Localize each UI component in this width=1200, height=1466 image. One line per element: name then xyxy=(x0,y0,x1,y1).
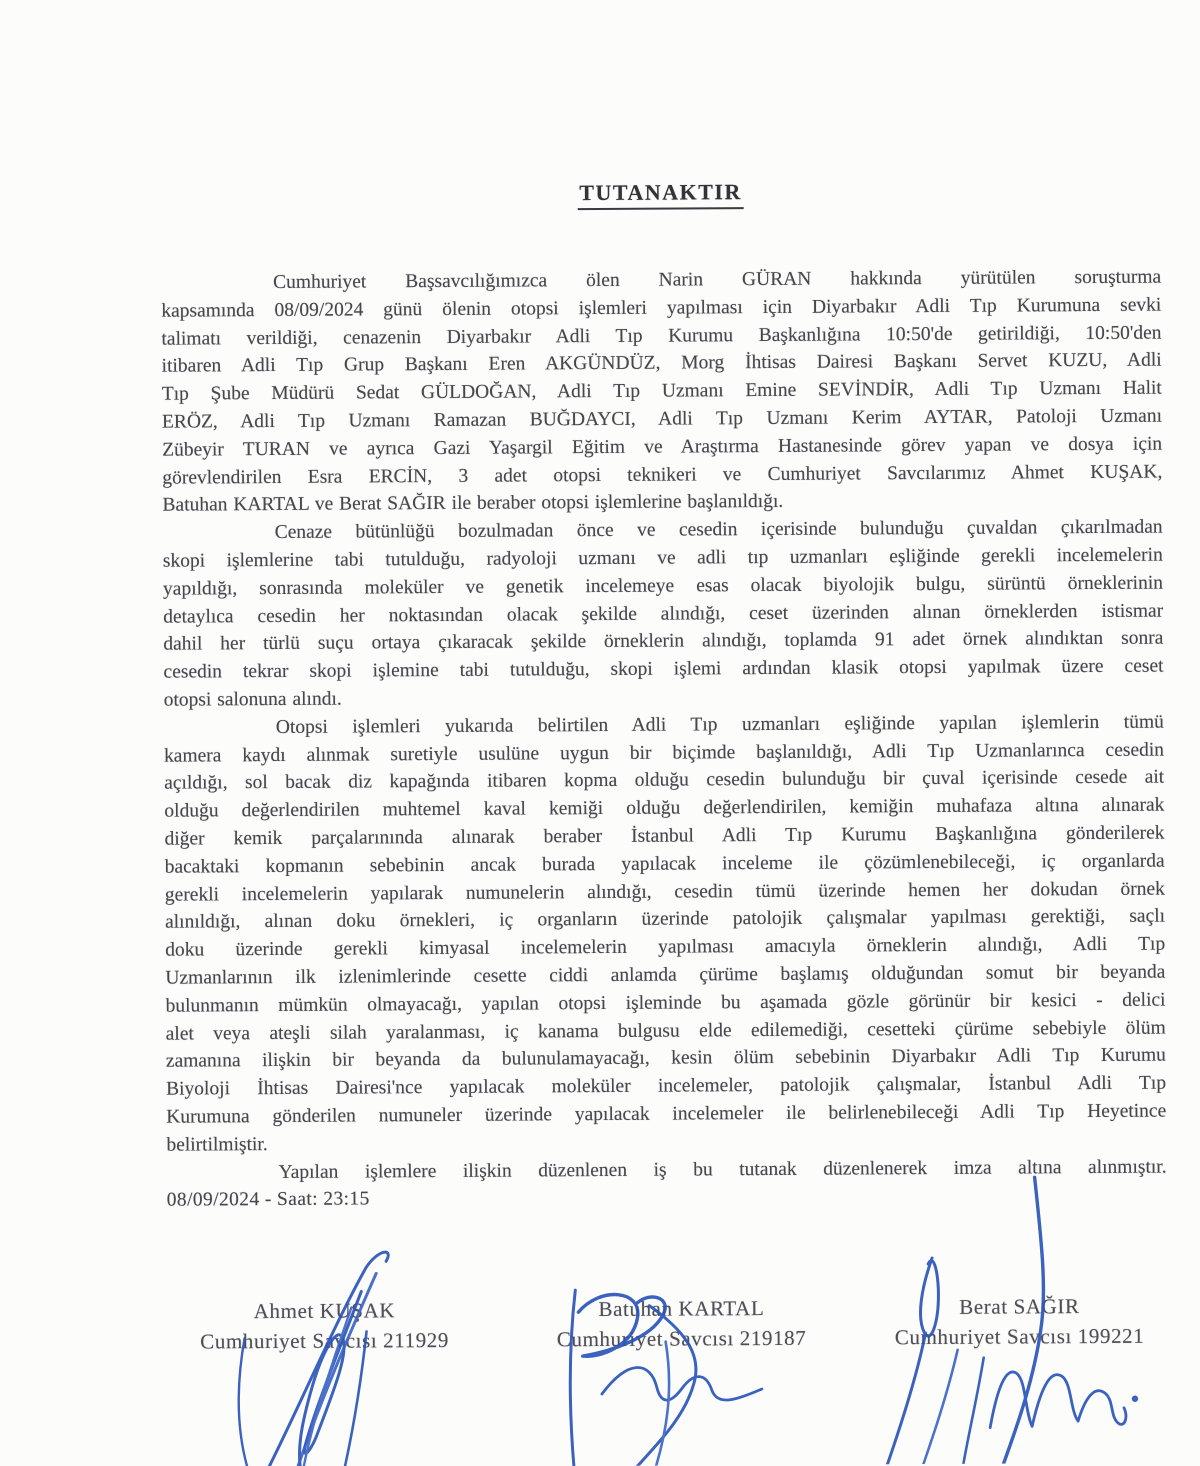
signatory-block-ahmet-kusak xyxy=(169,1295,479,1357)
paragraph-line: kamera kaydı alınmak suretiyle usulüne uygun bir biçimde başlanıldığı, Adli Tıp Uzmanlarınca cesedin xyxy=(163,739,1165,767)
paragraph-line: detaylıca cesedin her noktasından olacak şekilde alındığı, ceset üzerinden alınan örneklerden istismar xyxy=(163,600,1164,628)
document-body xyxy=(161,264,1167,1215)
paragraph-line: zamanına ilişkin bir beyanda da bulunulamayacağı, kesin ölüm sebebinin Diyarbakır Adli Tıp Kurumu xyxy=(165,1044,1166,1072)
paragraph-line: skopi işlemlerine tabi tutulduğu, radyoloji uzmanı ve adli tıp uzmanları eşliğinde gerekli incelemelerin xyxy=(162,544,1163,572)
paragraph xyxy=(161,264,1163,520)
paragraph-line: Cumhuriyet Başsavcılığımızca ölen Narin GÜRAN hakkında yürütülen soruşturma xyxy=(273,266,1162,293)
signatory-name: Berat SAĞIR xyxy=(959,1294,1080,1319)
date-time-line: 08/09/2024 - Saat: 23:15 xyxy=(166,1188,370,1211)
paragraph-line: açıldığı, sol bacak diz kapağında itibaren kopma olduğu cesedin bulunduğu bir çuval içerisinde cesede ait xyxy=(164,766,1165,795)
signature-blocks xyxy=(4,1290,1200,1377)
paragraph-line: diğer kemik parçalarınında alınarak beraber İstanbul Adli Tıp Kurumu Başkanlığına gönderilerek xyxy=(164,822,1165,850)
paragraph-line: alet veya ateşli silah yaralanması, iç kanama bulgusu elde edilemediği, cesetteki çürüme sebebiyle ölüm xyxy=(165,1017,1166,1045)
paragraph-line: alınıldığı, alınan doku örnekleri, iç organların üzerinde patolojik çalışmalar yapılması gerektiği, saçlı xyxy=(164,905,1166,933)
paragraph-line: bulunmanın mümkün olmayacağı, yapılan otopsi işleminde bu aşamada gözle görünür bir kesici - delici xyxy=(165,989,1166,1017)
signatory-title: Cumhuriyet Savcısı 219187 xyxy=(556,1325,807,1352)
paragraph-line: görevlendirilen Esra ERCİN, 3 adet otopsi teknikeri ve Cumhuriyet Savcılarımız Ahmet KUŞAK, xyxy=(162,461,1163,489)
paragraph-line: Otopsi işlemleri yukarıda belirtilen Adli Tıp uzmanları eşliğinde yapılan işlemlerin tümü xyxy=(275,711,1164,738)
paragraph-line: belirtilmiştir. xyxy=(166,1133,268,1156)
paragraph-line: Uzmanlarının ilk izlenimlerinde cesette ciddi anlamda çürüme başlamış olduğundan somut bir beyanda xyxy=(165,961,1166,989)
signatory-title: Cumhuriyet Savcısı 199221 xyxy=(894,1323,1145,1350)
paragraph-line: otopsi salonuna alındı. xyxy=(163,688,342,711)
paragraph-line: Zübeyir TURAN ve ayrıca Gazi Yaşargil Eğitim ve Araştırma Hastanesinde görev yapan ve dosya için xyxy=(162,433,1163,461)
paragraph-line: Kurumuna gönderilen numuneler üzerinde yapılacak incelemeler ile belirlenebileceği Adli Tıp Heyetince xyxy=(166,1100,1167,1128)
paragraph-line: talimatı verildiği, cenazenin Diyarbakır Adli Tıp Kurumu Başkanlığına 10:50'de getirildiği, 10:50'den xyxy=(161,322,1162,350)
signatory-name: Ahmet KUŞAK xyxy=(253,1298,396,1324)
paragraph-line: doku üzerinde gerekli kimyasal incelemelerin yapılması amacıyla örneklerin alındığı, Adli Tıp xyxy=(165,933,1166,961)
paragraph-line: Tıp Şube Müdürü Sedat GÜLDOĞAN, Adli Tıp Uzmanı Emine SEVİNDİR, Adli Tıp Uzmanı Halit xyxy=(161,377,1162,405)
paragraph-line: ERÖZ, Adli Tıp Uzmanı Ramazan BUĞDAYCI, Adli Tıp Uzmanı Kerim AYTAR, Patoloji Uzmanı xyxy=(161,405,1163,433)
paragraph-line: dahil her türlü suçu ortaya çıkaracak şekilde örneklerin alındığı, toplamda 91 adet örnek alındıktan sonra xyxy=(163,627,1164,656)
paragraphs-container xyxy=(161,264,1167,1187)
paragraph xyxy=(163,514,1164,715)
signatory-title: Cumhuriyet Savcısı 211929 xyxy=(200,1327,450,1354)
paragraph-line: cesedin tekrar skopi işlemine tabi tutulduğu, skopi işlemi ardından klasik otopsi yapılmak üzere ceset xyxy=(163,655,1164,683)
paragraph-line: itibaren Adli Tıp Grup Başkanı Eren AKGÜNDÜZ, Morg İhtisas Dairesi Başkanı Servet KUZU, Adli xyxy=(161,349,1162,378)
paragraph-line: Cenaze bütünlüğü bozulmadan önce ve cesedin içerisinde bulunduğu çuvaldan çıkarılmadan xyxy=(274,516,1163,544)
signatory-name: Batuhan KARTAL xyxy=(598,1296,765,1322)
paragraph-line: bacaktaki kopmanın sebebinin ancak burada yapılacak inceleme ile çözümlenebileceği, iç organlarda xyxy=(164,850,1165,878)
paragraph-line: Biyoloji İhtisas Dairesi'nce yapılacak moleküler incelemeler, patolojik çalışmalar, İstanbul Adli Tıp xyxy=(165,1072,1167,1100)
paragraph-line: olduğu değerlendirilen muhtemel kaval kemiği olduğu değerlendirilen, kemiğin muhafaza altına alınarak xyxy=(164,794,1165,822)
signatory-block-batuhan-kartal xyxy=(516,1293,846,1355)
paragraph-line: yapıldığı, sonrasında moleküler ve genetik incelemeye esas olacak biyolojik bulgu, sürüntü örneklerinin xyxy=(162,572,1164,600)
paragraph-line: Yapılan işlemlere ilişkin düzenlenen iş bu tutanak düzenlenerek imza altına alınmıştır. xyxy=(278,1156,1167,1183)
document-title: TUTANAKTIR xyxy=(577,179,744,210)
paragraph-line: kapsamında 08/09/2024 günü ölenin otopsi işlemleri yapılması için Diyarbakır Adli Tıp Kurumuna sevki xyxy=(161,294,1162,322)
paragraph-line: Batuhan KARTAL ve Berat SAĞIR ile beraber otopsi işlemlerine başlanıldığı. xyxy=(162,491,784,517)
signatory-block-berat-sagir xyxy=(854,1290,1184,1352)
document-title-wrap xyxy=(161,177,1161,213)
paragraph xyxy=(164,708,1167,1159)
paragraph-line: gerekli incelemelerin yapılarak numunelerin alındığı, cesedin tümü üzerinde hemen her dokudan örnek xyxy=(164,878,1165,906)
